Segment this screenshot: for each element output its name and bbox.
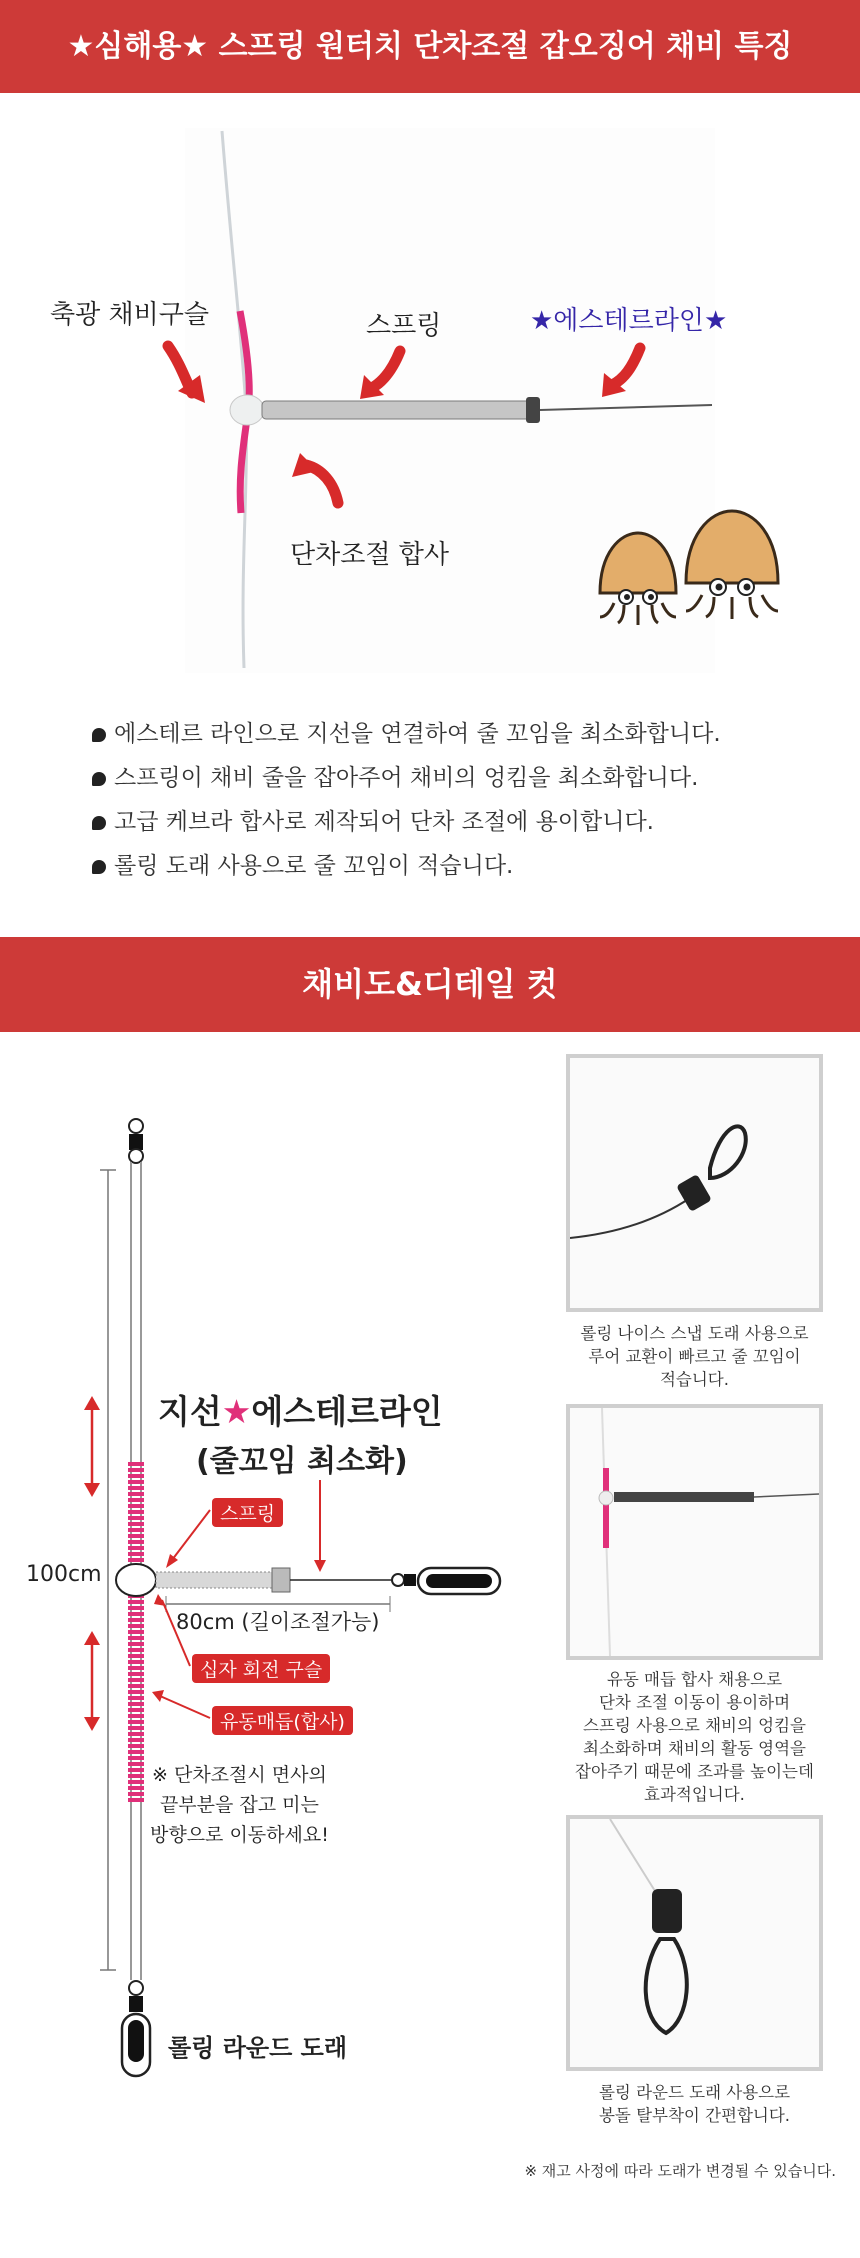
list-item: 롤링 도래 사용으로 줄 꼬임이 적습니다.	[92, 844, 721, 888]
label-glow-bead: 축광 채비구슬	[50, 300, 209, 330]
diagram-headline: 지선★에스테르라인	[158, 1392, 443, 1431]
caption-knot: 유동 매듭 합사 채용으로 단차 조절 이동이 용이하며 스프링 사용으로 채비의 엉킴을 최소화하며 채비의 활동 영역을 잡아주기 때문에 조과를 높이는데 효과적입니다.	[575, 1670, 814, 1804]
rolling-photo-icon	[570, 1819, 819, 2067]
bullet-icon	[92, 772, 106, 786]
slide-knot-tag: 유동매듭(합사)	[212, 1706, 353, 1735]
detail-photo-knot	[566, 1404, 823, 1660]
bullet-icon	[92, 728, 106, 742]
caption-rolling: 롤링 라운드 도래 사용으로 봉돌 탈부착이 간편합니다.	[598, 2083, 791, 2125]
rolling-swivel-label: 롤링 라운드 도래	[168, 2034, 347, 2062]
top-swivel-icon	[129, 1134, 143, 1150]
label-ester-line: ★에스테르라인★	[530, 306, 728, 336]
spring-branch	[156, 1572, 286, 1588]
bottom-swivel-icon	[129, 1996, 143, 2012]
feature-banner	[0, 0, 860, 93]
footer-note: ※ 재고 사정에 따라 도래가 변경될 수 있습니다.	[524, 2162, 836, 2180]
bullet-icon	[92, 860, 106, 874]
detail-photo-rolling	[566, 1815, 823, 2071]
glow-bead-icon	[230, 395, 264, 425]
list-item: 에스테르 라인으로 지선을 연결하여 줄 꼬임을 최소화합니다.	[92, 712, 721, 756]
list-item: 스프링이 채비 줄을 잡아주어 채비의 엉킴을 최소화합니다.	[92, 756, 721, 800]
spring-tube	[262, 401, 532, 419]
knot-photo-icon	[570, 1408, 819, 1656]
rig-diagram	[0, 1100, 540, 2110]
cross-bead-icon	[116, 1564, 156, 1596]
spring-tag: 스프링	[212, 1498, 283, 1527]
cross-bead-tag: 십자 회전 구슬	[192, 1654, 330, 1683]
detail-photo-snap	[566, 1054, 823, 1312]
list-item: 고급 케브라 합사로 제작되어 단차 조절에 용이합니다.	[92, 800, 721, 844]
diagram-subhead: (줄꼬임 최소화)	[196, 1444, 408, 1479]
rig-photo	[0, 93, 860, 693]
caption-snap: 롤링 나이스 스냅 도래 사용으로 루어 교환이 빠르고 줄 꼬임이 적습니다.	[580, 1324, 809, 1389]
total-length-label: 100cm	[26, 1562, 102, 1587]
spring-cap	[526, 397, 540, 423]
detail-banner	[0, 937, 860, 1032]
bullet-icon	[92, 816, 106, 830]
top-ring-icon	[129, 1119, 143, 1133]
bottom-ring-icon	[129, 1981, 143, 1995]
adjust-note: ※ 단차조절시 면사의 끝부분을 잡고 미는 방향으로 이동하세요!	[150, 1764, 329, 1846]
detail-banner-title: 채비도&디테일 컷	[302, 965, 558, 1003]
label-step-line: 단차조절 합사	[290, 540, 449, 570]
feature-list	[92, 712, 721, 888]
label-spring: 스프링	[366, 311, 442, 341]
slide-pointer	[160, 1696, 210, 1718]
top-ring-icon	[129, 1149, 143, 1163]
branch-length-label: 80cm (길이조절가능)	[176, 1610, 380, 1634]
spring-pointer	[172, 1510, 210, 1560]
feature-banner-title: ★심해용★ 스프링 원터치 단차조절 갑오징어 채비 특징	[67, 29, 793, 64]
snap-photo-icon	[570, 1058, 819, 1308]
